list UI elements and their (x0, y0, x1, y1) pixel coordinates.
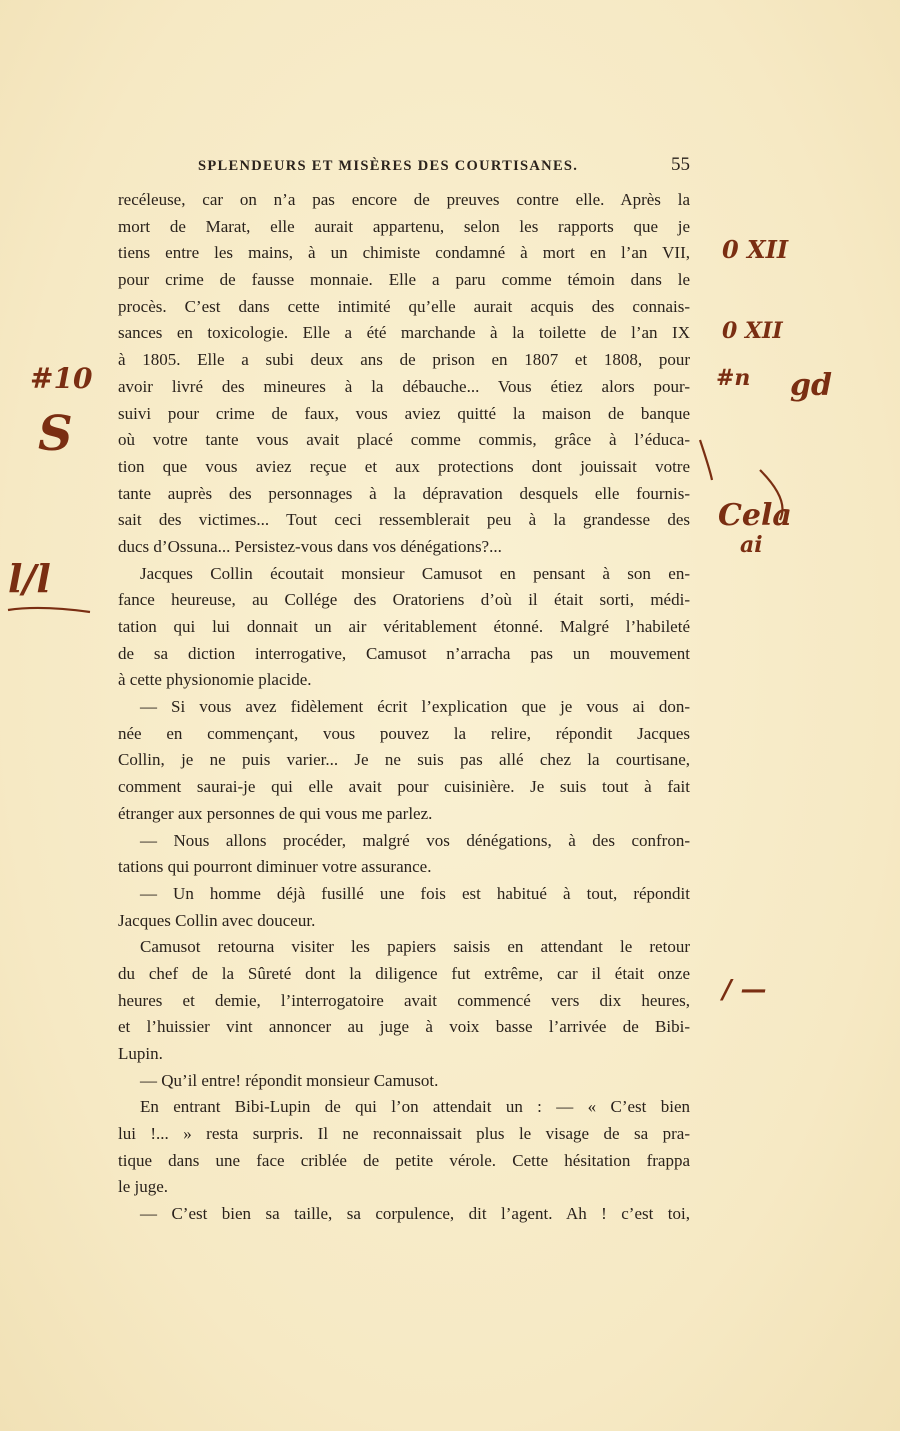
text-line: où votre tante vous avait placé comme commis, grâce à l’éduca- (118, 430, 690, 450)
text-line: Jacques Collin écoutait monsieur Camusot en pensant à son en- (140, 563, 690, 583)
annotation-stroke-3 (8, 608, 90, 612)
text-line: et l’huissier vint annoncer au juge à voix basse l’arrivée de Bibi- (118, 1017, 690, 1037)
annotation-left-l: l/l (8, 556, 51, 601)
text-line: ducs d’Ossuna... Persistez-vous dans vos dénégations?... (118, 536, 502, 556)
text-line: du chef de la Sûreté dont la diligence fut extrême, car il était onze (118, 963, 690, 983)
text-line: comment saurai-je qui elle avait pour cuisinière. Je suis tout à fait (118, 777, 690, 797)
text-line: En entrant Bibi-Lupin de qui l’on attendait un : — « C’est bien (140, 1097, 690, 1117)
annotation-stroke-1 (700, 440, 712, 480)
annotation-sharp-n: #n (716, 365, 751, 391)
annotation-gd: gd (790, 368, 832, 403)
annotation-delete-mark: S (38, 406, 73, 462)
text-line: — Nous allons procéder, malgré vos dénégations, à des confron- (140, 830, 690, 850)
text-line: tation qui lui donnait un air véritablement étonné. Malgré l’habileté (118, 617, 690, 636)
text-line: suivi pour crime de faux, vous aviez quitté la maison de banque (118, 403, 690, 423)
text-line: — Un homme déjà fusillé une fois est habitué à tout, répondit (140, 883, 690, 903)
text-line: sances en toxicologie. Elle a été marchande à la toilette de l’an IX (118, 323, 690, 343)
annotation-0-xii-2: 0 XII (722, 318, 783, 344)
text-line: heures et demie, l’interrogatoire avait commencé vers dix heures, (118, 990, 690, 1010)
text-line: étranger aux personnes de qui vous me parlez. (118, 803, 433, 823)
text-line: tiens entre les mains, à un chimiste condamné à mort en l’an VII, (118, 243, 690, 263)
text-line: lui !... » resta surpris. Il ne reconnaissait plus le visage de sa pra- (118, 1124, 690, 1144)
text-line: Camusot retourna visiter les papiers saisis en attendant le retour (140, 937, 690, 957)
body-text (118, 187, 690, 1228)
text-line: née en commençant, vous pouvez la relire, répondit Jacques (118, 723, 690, 743)
text-line: recéleuse, car on n’a pas encore de preuves contre elle. Après la (118, 190, 690, 209)
text-line: tion que vous aviez reçue et aux protections dont jouissait votre (118, 456, 690, 476)
text-line: tique dans une face criblée de petite vérole. Cette hésitation frappa (118, 1150, 690, 1170)
text-line: Jacques Collin avec douceur. (118, 910, 316, 930)
text-line: sait des victimes... Tout ceci ressemblerait peu à la grandesse des (118, 510, 690, 530)
text-line: tante auprès des personnages à la dépravation desquels elle fournis- (118, 483, 690, 503)
text-line: à cette physionomie placide. (118, 670, 312, 690)
text-line: mort de Marat, elle aurait appartenu, selon les rapports que je (118, 216, 690, 236)
annotation-sharp-10: #10 (30, 362, 93, 395)
text-line: fance heureuse, au Collége des Oratoriens d’où il était sorti, médi- (118, 590, 690, 610)
text-line: tations qui pourront diminuer votre assurance. (118, 857, 432, 877)
annotation-cela: Cela (718, 498, 792, 533)
page-number: 55 (671, 154, 690, 175)
text-line: avoir livré des mineures à la débauche... Vous étiez alors pour- (118, 376, 690, 396)
text-line: — Si vous avez fidèlement écrit l’explication que je vous ai don- (140, 697, 690, 717)
text-line: Collin, je ne puis varier... Je ne suis pas allé chez la courtisane, (118, 750, 690, 770)
text-line: le juge. (118, 1177, 169, 1197)
text-line: pour crime de fausse monnaie. Elle a paru comme témoin dans le (118, 270, 690, 290)
annotation-0-xii-1: 0 XII (722, 235, 789, 264)
annotation-ai: ai (740, 532, 763, 558)
text-line: Lupin. (118, 1044, 163, 1063)
text-line: de sa diction interrogative, Camusot n’arracha pas un mouvement (118, 643, 690, 663)
text-line: — C’est bien sa taille, sa corpulence, dit l’agent. Ah ! c’est toi, (140, 1204, 690, 1224)
text-line: — Qu’il entre! répondit monsieur Camusot. (140, 1070, 439, 1090)
text-line: à 1805. Elle a subi deux ans de prison en 1807 et 1808, pour (118, 350, 690, 370)
text-line: procès. C’est dans cette intimité qu’elle aurait acquis des connais- (118, 296, 690, 316)
annotation-stroke-2 (760, 470, 783, 520)
annotation-right-bottom: / — (722, 975, 767, 1005)
running-title: SPLENDEURS ET MISÈRES DES COURTISANES. (198, 158, 579, 174)
